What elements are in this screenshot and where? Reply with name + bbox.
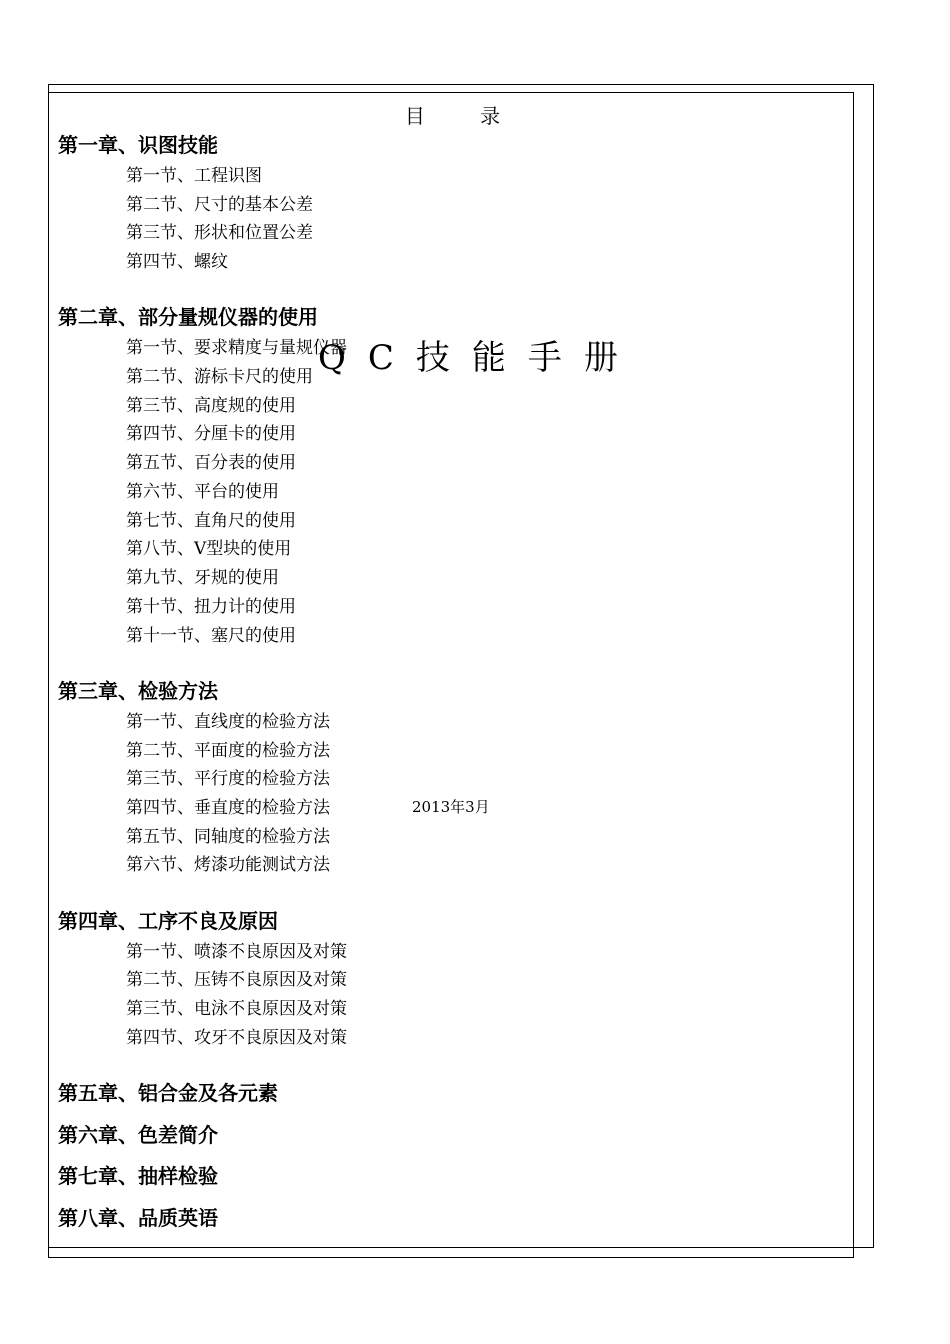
toc-title: 目 录 xyxy=(404,104,502,128)
chapter-4-title: 第四章、工序不良及原因 xyxy=(58,909,278,933)
chapter-3-section-4: 第四节、垂直度的检验方法 xyxy=(126,798,330,818)
chapter-2-section-4: 第四节、分厘卡的使用 xyxy=(126,424,296,444)
chapter-3-title: 第三章、检验方法 xyxy=(58,679,218,703)
chapter-6-title: 第六章、色差简介 xyxy=(58,1123,218,1147)
cover-date: 2013年3月 xyxy=(412,798,490,816)
chapter-3-section-5: 第五节、同轴度的检验方法 xyxy=(126,827,330,847)
chapter-1-section-3: 第三节、形状和位置公差 xyxy=(126,223,313,243)
chapter-2-section-6: 第六节、平台的使用 xyxy=(126,482,279,502)
chapter-4-section-2: 第二节、压铸不良原因及对策 xyxy=(126,970,347,990)
chapter-1-section-1: 第一节、工程识图 xyxy=(126,166,262,186)
chapter-2-section-2: 第二节、游标卡尺的使用 xyxy=(126,367,313,387)
chapter-8-title: 第八章、品质英语 xyxy=(58,1206,218,1230)
chapter-2-section-5: 第五节、百分表的使用 xyxy=(126,453,296,473)
chapter-2-section-1: 第一节、要求精度与量规仪器 xyxy=(126,338,347,358)
chapter-2-section-10: 第十节、扭力计的使用 xyxy=(126,597,296,617)
chapter-2-section-3: 第三节、高度规的使用 xyxy=(126,396,296,416)
chapter-1-section-4: 第四节、螺纹 xyxy=(126,252,228,272)
chapter-7-title: 第七章、抽样检验 xyxy=(58,1164,218,1188)
chapter-3-section-6: 第六节、烤漆功能测试方法 xyxy=(126,855,330,875)
chapter-3-section-1: 第一节、直线度的检验方法 xyxy=(126,712,330,732)
chapter-1-section-2: 第二节、尺寸的基本公差 xyxy=(126,195,313,215)
chapter-3-section-3: 第三节、平行度的检验方法 xyxy=(126,769,330,789)
chapter-4-section-3: 第三节、电泳不良原因及对策 xyxy=(126,999,347,1019)
chapter-4-section-1: 第一节、喷漆不良原因及对策 xyxy=(126,942,347,962)
cover-title: QC技能手册 xyxy=(318,338,640,378)
chapter-1-title: 第一章、识图技能 xyxy=(58,133,218,157)
chapter-2-title: 第二章、部分量规仪器的使用 xyxy=(58,305,318,329)
chapter-5-title: 第五章、铝合金及各元素 xyxy=(58,1081,278,1105)
chapter-2-section-11: 第十一节、塞尺的使用 xyxy=(126,626,296,646)
chapter-2-section-7: 第七节、直角尺的使用 xyxy=(126,511,296,531)
chapter-2-section-8: 第八节、V型块的使用 xyxy=(126,539,292,559)
chapter-3-section-2: 第二节、平面度的检验方法 xyxy=(126,741,330,761)
chapter-2-section-9: 第九节、牙规的使用 xyxy=(126,568,279,588)
chapter-4-section-4: 第四节、攻牙不良原因及对策 xyxy=(126,1028,347,1048)
